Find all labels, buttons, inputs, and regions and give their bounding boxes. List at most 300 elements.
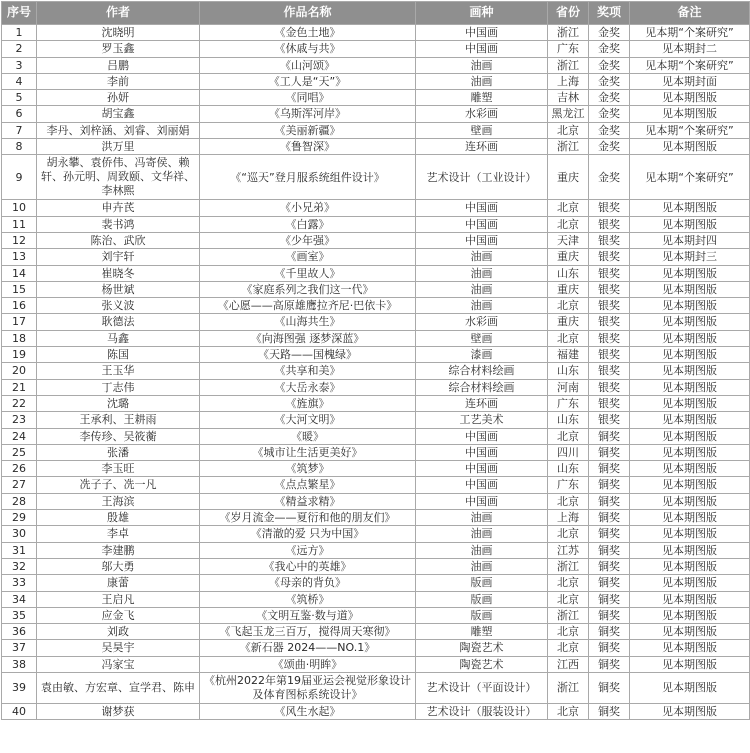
- cell-author: 王海滨: [37, 493, 200, 509]
- cell-province: 北京: [548, 493, 589, 509]
- cell-index: 28: [2, 493, 37, 509]
- cell-note: 见本期图版: [630, 395, 750, 411]
- cell-award: 铜奖: [589, 477, 630, 493]
- table-row: [2, 106, 750, 122]
- cell-note: 见本期图版: [630, 298, 750, 314]
- cell-title: 《大河文明》: [200, 412, 416, 428]
- cell-note: 见本期图版: [630, 139, 750, 155]
- cell-province: 广东: [548, 395, 589, 411]
- cell-author: 张义波: [37, 298, 200, 314]
- cell-title: 《小兄弟》: [200, 200, 416, 216]
- cell-type: 艺术设计（服装设计）: [416, 703, 548, 719]
- cell-index: 34: [2, 591, 37, 607]
- cell-author: 王启凡: [37, 591, 200, 607]
- cell-note: 见本期“个案研究”: [630, 57, 750, 73]
- cell-province: 广东: [548, 477, 589, 493]
- cell-province: 浙江: [548, 607, 589, 623]
- cell-type: 油画: [416, 542, 548, 558]
- cell-author: 张潘: [37, 444, 200, 460]
- table-row: [2, 591, 750, 607]
- table-row: [2, 90, 750, 106]
- cell-type: 连环画: [416, 139, 548, 155]
- cell-author: 洪万里: [37, 139, 200, 155]
- cell-award: 银奖: [589, 412, 630, 428]
- cell-award: 铜奖: [589, 575, 630, 591]
- cell-title: 《飞起玉龙三百万，搅得周天寒彻》: [200, 624, 416, 640]
- header-title: 作品名称: [200, 2, 416, 25]
- cell-province: 河南: [548, 379, 589, 395]
- table-row: [2, 558, 750, 574]
- table-row: [2, 155, 750, 200]
- cell-province: 上海: [548, 510, 589, 526]
- cell-author: 丁志伟: [37, 379, 200, 395]
- cell-award: 银奖: [589, 379, 630, 395]
- header-row: [2, 2, 750, 25]
- cell-note: 见本期图版: [630, 461, 750, 477]
- cell-award: 金奖: [589, 90, 630, 106]
- cell-province: 广东: [548, 41, 589, 57]
- cell-note: 见本期图版: [630, 265, 750, 281]
- table-row: [2, 330, 750, 346]
- cell-province: 北京: [548, 703, 589, 719]
- cell-author: 应金飞: [37, 607, 200, 623]
- cell-province: 浙江: [548, 139, 589, 155]
- header-award: 奖项: [589, 2, 630, 25]
- table-row: [2, 477, 750, 493]
- cell-title: 《心愿——高原雄鹰拉齐尼·巴依卡》: [200, 298, 416, 314]
- header-province: 省份: [548, 2, 589, 25]
- table-row: [2, 298, 750, 314]
- table-row: [2, 57, 750, 73]
- cell-type: 油画: [416, 265, 548, 281]
- cell-title: 《我心中的英雄》: [200, 558, 416, 574]
- table-row: [2, 703, 750, 719]
- cell-author: 罗玉鑫: [37, 41, 200, 57]
- cell-province: 北京: [548, 216, 589, 232]
- cell-type: 版画: [416, 575, 548, 591]
- cell-province: 北京: [548, 575, 589, 591]
- table-row: [2, 493, 750, 509]
- cell-title: 《远方》: [200, 542, 416, 558]
- cell-author: 李前: [37, 73, 200, 89]
- cell-type: 油画: [416, 249, 548, 265]
- cell-type: 水彩画: [416, 314, 548, 330]
- cell-type: 陶瓷艺术: [416, 656, 548, 672]
- cell-title: 《天路——国槐绿》: [200, 347, 416, 363]
- table-row: [2, 25, 750, 41]
- cell-title: 《同唱》: [200, 90, 416, 106]
- awards-table: [1, 1, 750, 720]
- cell-province: 浙江: [548, 672, 589, 703]
- cell-index: 33: [2, 575, 37, 591]
- cell-title: 《风生水起》: [200, 703, 416, 719]
- cell-author: 冯家宝: [37, 656, 200, 672]
- cell-title: 《城市让生活更美好》: [200, 444, 416, 460]
- header-type: 画种: [416, 2, 548, 25]
- cell-title: 《母亲的背负》: [200, 575, 416, 591]
- table-row: [2, 412, 750, 428]
- table-row: [2, 216, 750, 232]
- cell-index: 19: [2, 347, 37, 363]
- table-row: [2, 41, 750, 57]
- cell-award: 银奖: [589, 347, 630, 363]
- cell-index: 23: [2, 412, 37, 428]
- cell-title: 《山河颂》: [200, 57, 416, 73]
- cell-author: 孙妍: [37, 90, 200, 106]
- cell-award: 银奖: [589, 216, 630, 232]
- table-row: [2, 314, 750, 330]
- cell-title: 《金色土地》: [200, 25, 416, 41]
- cell-type: 油画: [416, 510, 548, 526]
- cell-type: 油画: [416, 57, 548, 73]
- cell-award: 金奖: [589, 73, 630, 89]
- cell-author: 邬大勇: [37, 558, 200, 574]
- cell-note: 见本期图版: [630, 314, 750, 330]
- cell-type: 雕塑: [416, 624, 548, 640]
- cell-index: 30: [2, 526, 37, 542]
- cell-award: 银奖: [589, 200, 630, 216]
- cell-note: 见本期图版: [630, 703, 750, 719]
- cell-index: 29: [2, 510, 37, 526]
- cell-award: 银奖: [589, 298, 630, 314]
- cell-author: 吴昊宇: [37, 640, 200, 656]
- cell-author: 耿德法: [37, 314, 200, 330]
- cell-index: 10: [2, 200, 37, 216]
- cell-note: 见本期图版: [630, 656, 750, 672]
- cell-title: 《清澈的爱 只为中国》: [200, 526, 416, 542]
- cell-province: 浙江: [548, 57, 589, 73]
- cell-title: 《美丽新疆》: [200, 122, 416, 138]
- cell-province: 江苏: [548, 542, 589, 558]
- cell-award: 铜奖: [589, 542, 630, 558]
- cell-title: 《大岳永泰》: [200, 379, 416, 395]
- cell-type: 中国画: [416, 216, 548, 232]
- cell-index: 7: [2, 122, 37, 138]
- cell-author: 陈治、武欣: [37, 232, 200, 248]
- table-row: [2, 265, 750, 281]
- cell-author: 李玉旺: [37, 461, 200, 477]
- cell-title: 《画室》: [200, 249, 416, 265]
- cell-award: 银奖: [589, 363, 630, 379]
- cell-author: 李卓: [37, 526, 200, 542]
- cell-title: 《筑桥》: [200, 591, 416, 607]
- cell-index: 16: [2, 298, 37, 314]
- table-row: [2, 347, 750, 363]
- table-row: [2, 122, 750, 138]
- cell-province: 浙江: [548, 558, 589, 574]
- cell-note: 见本期图版: [630, 90, 750, 106]
- cell-note: 见本期图版: [630, 591, 750, 607]
- cell-award: 金奖: [589, 57, 630, 73]
- cell-author: 马鑫: [37, 330, 200, 346]
- cell-author: 吕鹏: [37, 57, 200, 73]
- table-row: [2, 444, 750, 460]
- table-row: [2, 672, 750, 703]
- cell-index: 40: [2, 703, 37, 719]
- table-row: [2, 139, 750, 155]
- cell-note: 见本期图版: [630, 363, 750, 379]
- cell-note: 见本期图版: [630, 379, 750, 395]
- cell-author: 王玉华: [37, 363, 200, 379]
- cell-province: 山东: [548, 265, 589, 281]
- cell-index: 31: [2, 542, 37, 558]
- cell-index: 35: [2, 607, 37, 623]
- cell-note: 见本期图版: [630, 542, 750, 558]
- table-row: [2, 624, 750, 640]
- cell-type: 油画: [416, 558, 548, 574]
- cell-award: 银奖: [589, 314, 630, 330]
- cell-author: 刘宇轩: [37, 249, 200, 265]
- header-note: 备注: [630, 2, 750, 25]
- cell-index: 24: [2, 428, 37, 444]
- cell-title: 《精益求精》: [200, 493, 416, 509]
- cell-author: 康蕾: [37, 575, 200, 591]
- cell-title: 《休戚与共》: [200, 41, 416, 57]
- cell-award: 铜奖: [589, 607, 630, 623]
- cell-province: 上海: [548, 73, 589, 89]
- cell-award: 金奖: [589, 155, 630, 200]
- cell-note: 见本期图版: [630, 106, 750, 122]
- cell-author: 胡宝鑫: [37, 106, 200, 122]
- cell-title: 《鲁智深》: [200, 139, 416, 155]
- cell-author: 李丹、刘梓涵、刘睿、刘丽娟: [37, 122, 200, 138]
- cell-index: 12: [2, 232, 37, 248]
- cell-note: 见本期图版: [630, 200, 750, 216]
- cell-award: 铜奖: [589, 444, 630, 460]
- cell-note: 见本期图版: [630, 526, 750, 542]
- cell-province: 北京: [548, 624, 589, 640]
- cell-province: 江西: [548, 656, 589, 672]
- cell-title: 《向海图强 逐梦深蓝》: [200, 330, 416, 346]
- cell-type: 艺术设计（工业设计）: [416, 155, 548, 200]
- cell-note: 见本期图版: [630, 477, 750, 493]
- cell-index: 36: [2, 624, 37, 640]
- cell-award: 铜奖: [589, 558, 630, 574]
- cell-type: 雕塑: [416, 90, 548, 106]
- cell-author: 沈晓明: [37, 25, 200, 41]
- cell-award: 铜奖: [589, 656, 630, 672]
- cell-title: 《暖》: [200, 428, 416, 444]
- cell-note: 见本期“个案研究”: [630, 25, 750, 41]
- cell-index: 38: [2, 656, 37, 672]
- cell-type: 壁画: [416, 330, 548, 346]
- cell-note: 见本期图版: [630, 330, 750, 346]
- cell-type: 版画: [416, 591, 548, 607]
- header-index: 序号: [2, 2, 37, 25]
- cell-type: 壁画: [416, 122, 548, 138]
- cell-title: 《颂曲·明眸》: [200, 656, 416, 672]
- cell-province: 北京: [548, 330, 589, 346]
- cell-type: 综合材料绘画: [416, 379, 548, 395]
- cell-award: 铜奖: [589, 703, 630, 719]
- cell-title: 《乌斯浑河岸》: [200, 106, 416, 122]
- cell-award: 铜奖: [589, 624, 630, 640]
- cell-type: 水彩画: [416, 106, 548, 122]
- cell-note: 见本期图版: [630, 444, 750, 460]
- cell-province: 北京: [548, 591, 589, 607]
- cell-title: 《杭州2022年第19届亚运会视觉形象设计及体育图标系统设计》: [200, 672, 416, 703]
- cell-award: 金奖: [589, 139, 630, 155]
- cell-type: 连环画: [416, 395, 548, 411]
- cell-type: 中国画: [416, 428, 548, 444]
- cell-type: 漆画: [416, 347, 548, 363]
- cell-author: 殷雄: [37, 510, 200, 526]
- cell-province: 北京: [548, 526, 589, 542]
- cell-author: 陈国: [37, 347, 200, 363]
- cell-province: 黑龙江: [548, 106, 589, 122]
- cell-type: 中国画: [416, 41, 548, 57]
- cell-type: 陶瓷艺术: [416, 640, 548, 656]
- cell-type: 中国画: [416, 477, 548, 493]
- cell-author: 王承利、王耕雨: [37, 412, 200, 428]
- cell-province: 天津: [548, 232, 589, 248]
- cell-type: 油画: [416, 298, 548, 314]
- table-row: [2, 363, 750, 379]
- cell-index: 20: [2, 363, 37, 379]
- cell-index: 1: [2, 25, 37, 41]
- cell-title: 《筑梦》: [200, 461, 416, 477]
- table-row: [2, 607, 750, 623]
- cell-province: 福建: [548, 347, 589, 363]
- cell-type: 中国画: [416, 25, 548, 41]
- cell-note: 见本期图版: [630, 672, 750, 703]
- cell-title: 《千里故人》: [200, 265, 416, 281]
- cell-note: 见本期图版: [630, 412, 750, 428]
- cell-type: 中国画: [416, 444, 548, 460]
- cell-type: 工艺美术: [416, 412, 548, 428]
- cell-type: 版画: [416, 607, 548, 623]
- cell-province: 重庆: [548, 281, 589, 297]
- cell-province: 四川: [548, 444, 589, 460]
- cell-author: 胡永攀、袁侨伟、冯寄侯、赖轩、孙元明、周致颐、文华祥、李林熙: [37, 155, 200, 200]
- table-row: [2, 379, 750, 395]
- cell-award: 金奖: [589, 41, 630, 57]
- cell-note: 见本期图版: [630, 558, 750, 574]
- cell-note: 见本期封三: [630, 249, 750, 265]
- cell-title: 《岁月流金——夏衍和他的朋友们》: [200, 510, 416, 526]
- cell-index: 9: [2, 155, 37, 200]
- cell-index: 32: [2, 558, 37, 574]
- cell-type: 油画: [416, 73, 548, 89]
- table-row: [2, 656, 750, 672]
- header-author: 作者: [37, 2, 200, 25]
- cell-index: 22: [2, 395, 37, 411]
- cell-title: 《白露》: [200, 216, 416, 232]
- cell-award: 铜奖: [589, 510, 630, 526]
- cell-index: 39: [2, 672, 37, 703]
- cell-index: 14: [2, 265, 37, 281]
- cell-type: 艺术设计（平面设计）: [416, 672, 548, 703]
- table-row: [2, 249, 750, 265]
- cell-note: 见本期图版: [630, 640, 750, 656]
- cell-award: 金奖: [589, 122, 630, 138]
- table-row: [2, 542, 750, 558]
- cell-province: 重庆: [548, 314, 589, 330]
- cell-note: 见本期图版: [630, 347, 750, 363]
- cell-award: 铜奖: [589, 591, 630, 607]
- cell-type: 中国画: [416, 493, 548, 509]
- cell-type: 中国画: [416, 200, 548, 216]
- cell-province: 北京: [548, 640, 589, 656]
- cell-title: 《旌旗》: [200, 395, 416, 411]
- cell-award: 银奖: [589, 232, 630, 248]
- cell-note: 见本期图版: [630, 607, 750, 623]
- cell-note: 见本期“个案研究”: [630, 122, 750, 138]
- cell-index: 3: [2, 57, 37, 73]
- cell-author: 沈璐: [37, 395, 200, 411]
- table-row: [2, 232, 750, 248]
- table-row: [2, 640, 750, 656]
- cell-award: 铜奖: [589, 428, 630, 444]
- cell-title: 《山海共生》: [200, 314, 416, 330]
- cell-province: 北京: [548, 428, 589, 444]
- cell-province: 重庆: [548, 249, 589, 265]
- cell-note: 见本期封四: [630, 232, 750, 248]
- cell-index: 37: [2, 640, 37, 656]
- cell-author: 李建鹏: [37, 542, 200, 558]
- table-row: [2, 428, 750, 444]
- cell-award: 铜奖: [589, 672, 630, 703]
- cell-index: 21: [2, 379, 37, 395]
- cell-title: 《工人是“天”》: [200, 73, 416, 89]
- cell-title: 《点点繁星》: [200, 477, 416, 493]
- table-row: [2, 200, 750, 216]
- cell-author: 谢梦获: [37, 703, 200, 719]
- table-row: [2, 526, 750, 542]
- cell-province: 北京: [548, 122, 589, 138]
- cell-note: 见本期图版: [630, 428, 750, 444]
- cell-title: 《家庭系列之我们这一代》: [200, 281, 416, 297]
- table-row: [2, 281, 750, 297]
- cell-award: 铜奖: [589, 461, 630, 477]
- cell-index: 27: [2, 477, 37, 493]
- table-row: [2, 510, 750, 526]
- cell-author: 袁由敏、方宏章、宣学君、陈申: [37, 672, 200, 703]
- cell-note: 见本期图版: [630, 493, 750, 509]
- cell-province: 重庆: [548, 155, 589, 200]
- table-row: [2, 73, 750, 89]
- cell-province: 浙江: [548, 25, 589, 41]
- cell-province: 北京: [548, 298, 589, 314]
- table-row: [2, 575, 750, 591]
- cell-type: 中国画: [416, 232, 548, 248]
- cell-award: 铜奖: [589, 493, 630, 509]
- cell-title: 《文明互鉴·数与道》: [200, 607, 416, 623]
- cell-note: 见本期图版: [630, 281, 750, 297]
- cell-award: 金奖: [589, 25, 630, 41]
- cell-author: 冼子子、冼一凡: [37, 477, 200, 493]
- cell-title: 《共享和美》: [200, 363, 416, 379]
- cell-type: 油画: [416, 526, 548, 542]
- cell-index: 25: [2, 444, 37, 460]
- cell-author: 申卉芪: [37, 200, 200, 216]
- cell-title: 《少年强》: [200, 232, 416, 248]
- cell-author: 崔晓冬: [37, 265, 200, 281]
- cell-award: 铜奖: [589, 526, 630, 542]
- cell-note: 见本期封面: [630, 73, 750, 89]
- cell-author: 杨世斌: [37, 281, 200, 297]
- cell-type: 油画: [416, 281, 548, 297]
- cell-type: 综合材料绘画: [416, 363, 548, 379]
- cell-author: 李传珍、吴筱蘅: [37, 428, 200, 444]
- cell-province: 山东: [548, 363, 589, 379]
- cell-index: 26: [2, 461, 37, 477]
- cell-note: 见本期图版: [630, 575, 750, 591]
- cell-author: 裴书鸿: [37, 216, 200, 232]
- cell-author: 刘政: [37, 624, 200, 640]
- cell-award: 银奖: [589, 395, 630, 411]
- cell-index: 5: [2, 90, 37, 106]
